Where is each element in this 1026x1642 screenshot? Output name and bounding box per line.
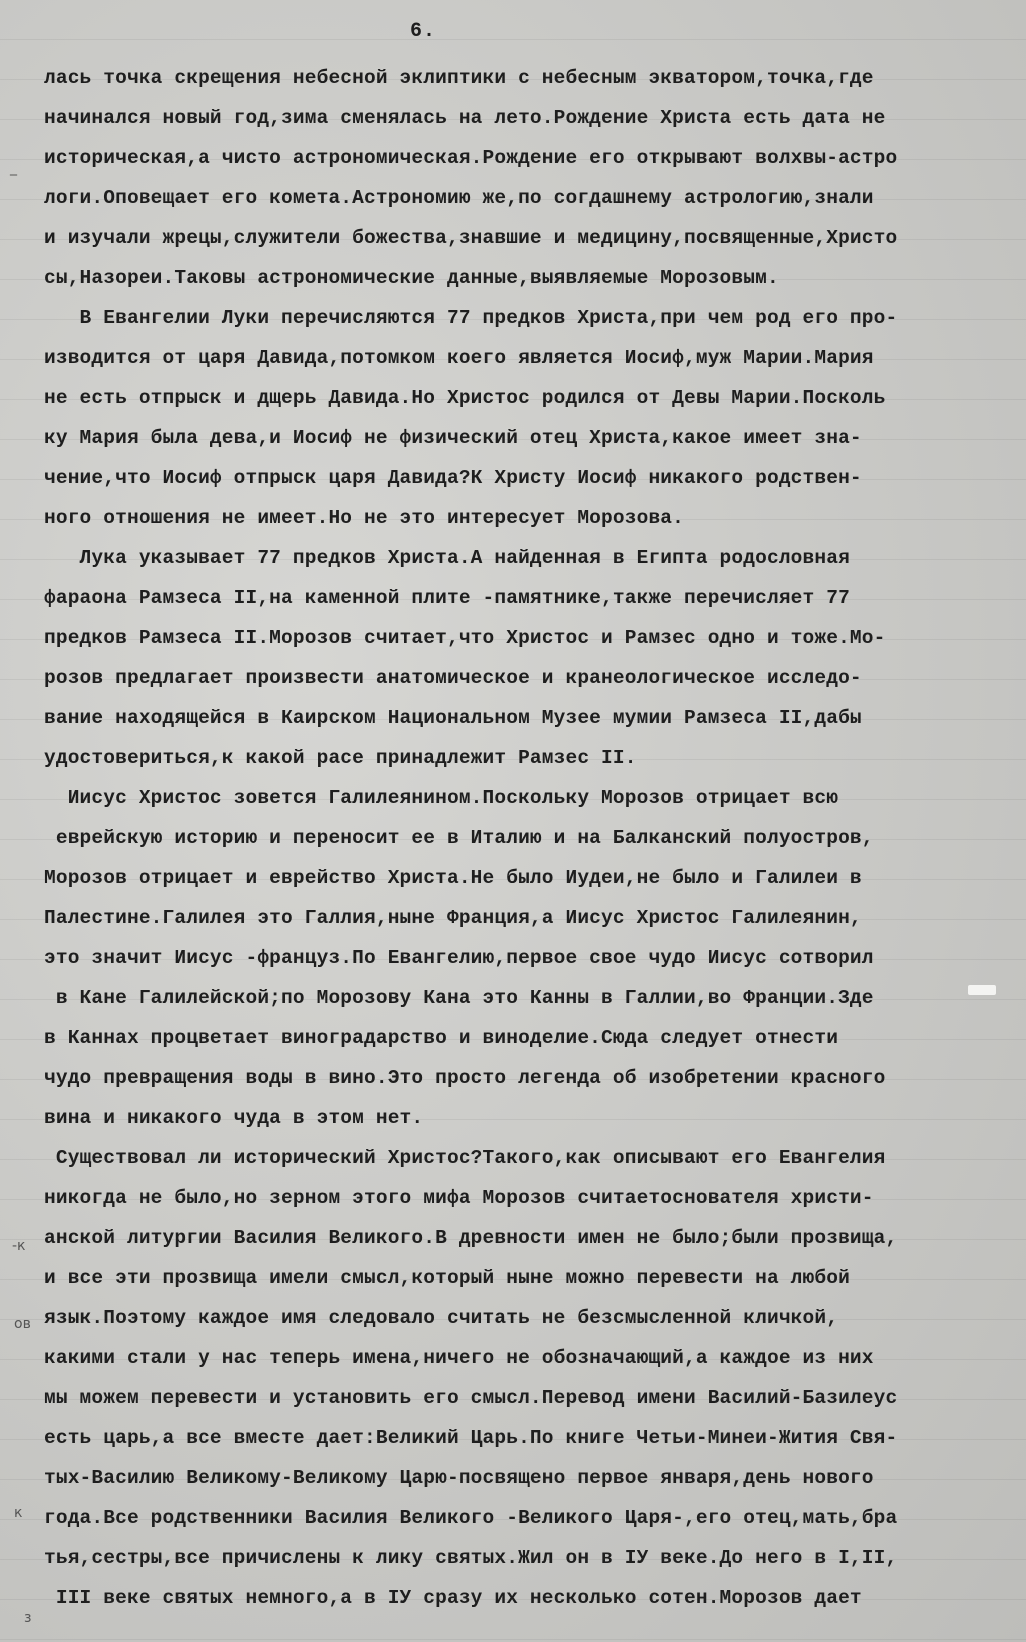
text-line: и изучали жрецы,служители божества,знавшие и медицину,посвященные,Христо	[44, 227, 898, 249]
text-line: вание находящейся в Каирском Национальном Музее мумии Рамзеса II,дабы	[44, 707, 862, 729]
text-line: тья,сестры,все причислены к лику святых.Жил он в IУ веке.До него в I,II,	[44, 1547, 898, 1569]
text-line: и все эти прозвища имели смысл,который ныне можно перевести на любой	[44, 1267, 850, 1289]
text-line: года.Все родственники Василия Великого -Великого Царя-,его отец,мать,бра	[44, 1507, 898, 1529]
text-line: не есть отпрыск и дщерь Давида.Но Христос родился от Девы Марии.Посколь	[44, 387, 886, 409]
text-line: чудо превращения воды в вино.Это просто легенда об изобретении красного	[44, 1067, 886, 1089]
text-line: ку Мария была дева,и Иосиф не физический отец Христа,какое имеет зна-	[44, 427, 862, 449]
text-line: в Кане Галилейской;по Морозову Кана это Канны в Галлии,во Франции.Зде	[44, 987, 874, 1009]
page-number: 6.	[410, 20, 437, 43]
text-line: язык.Поэтому каждое имя следовало считать не безсмысленной кличкой,	[44, 1307, 839, 1329]
text-line: лась точка скрещения небесной эклиптики с небесным экватором,точка,где	[44, 67, 874, 89]
text-line: логи.Оповещает его комета.Астрономию же,по согдашнему астрологию,знали	[44, 187, 874, 209]
text-line: Лука указывает 77 предков Христа.А найденная в Египта родословная	[44, 547, 850, 569]
text-line: Палестине.Галилея это Галлия,ныне Франция,а Иисус Христос Галилеянин,	[44, 907, 862, 929]
text-line: тых-Василию Великому-Великому Царю-посвящено первое января,день нового	[44, 1467, 874, 1489]
text-line: есть царь,а все вместе дает:Великий Царь.По книге Четьи-Минеи-Жития Свя-	[44, 1427, 898, 1449]
text-line: фараона Рамзеса II,на каменной плите -памятнике,также перечисляет 77	[44, 587, 850, 609]
text-line: историческая,а чисто астрономическая.Рождение его открывают волхвы-астро	[44, 147, 898, 169]
text-line: изводится от царя Давида,потомком коего является Иосиф,муж Марии.Мария	[44, 347, 874, 369]
text-line: какими стали у нас теперь имена,ничего не обозначающий,а каждое из них	[44, 1347, 874, 1369]
document-page: 6. _ -к ов к з лась точка скрещения небесной эклиптики с небесным экватором,точка,где начинался новый год,зима сменялась на лето.Рождение Христа есть дата не историческая,а чисто астрономическая.Рождение его открывают волхвы-астро логи.Оповещает его комета.Астрономию же,по согдашнему астрологию,знали и изучали жрецы,служители божества,знавшие и медицину,посвященные,Христо сы,Назореи.Таковы астрономические данные,выявляемые Морозовым. В Евангелии Луки перечисляются 77 предков Христа,при чем род его про- изводится от царя Давида,потомком коего является Иосиф,муж Марии.Мария не есть отпрыск и дщерь Давида.Но Христос родился от Девы Марии.Посколь ку Мария была дева,и Иосиф не физический отец Христа,какое имеет зна- чение,что Иосиф отпрыск царя Давида?К Христу Иосиф никакого родствен- ного отношения не имеет.Но не это интересует Морозова. Лука указывает 77 предков Христа.А найденная в Египта родословная фараона Рамзеса II,на каменной плите -памятнике,также перечисляет 77 предков Рамзеса II.Морозов считает,что Христос и Рамзес одно и тоже.Мо- розов предлагает произвести анатомическое и кранеологическое исследо- вание находящейся в Каирском Национальном Музее мумии Рамзеса II,дабы удостовериться,к какой расе принадлежит Рамзес II. Иисус Христос зовется Галилеянином.Поскольку Морозов отрицает всю еврейскую историю и переносит ее в Италию и на Балканский полуостров, Морозов отрицает и еврейство Христа.Не было Иудеи,не было и Галилеи в Палестине.Галилея это Галлия,ныне Франция,а Иисус Христос Галилеянин, это значит Иисус -француз.По Евангелию,первое свое чудо Иисус сотворил в Кане Галилейской;по Морозову Кана это Канны в Галлии,во Франции.Зде в Каннах процветает виноградарство и виноделие.Сюда следует отнести чудо превращения воды в вино.Это просто легенда об изобретении красного вина и никакого чуда в этом нет. Существовал ли исторический Христос?Такого,как описывают его Евангелия никогда не было,но зерном этого мифа Морозов считаетоснователя христи- анской литургии Василия Великого.В древности имен не было;были прозвища, и все эти прозвища имели смысл,который ныне можно перевести на любой язык.Поэтому каждое имя следовало считать не безсмысленной кличкой, какими стали у нас теперь имена,ничего не обозначающий,а каждое из них мы можем перевести и установить его смысл.Перевод имени Василий-Базилеус есть царь,а все вместе дает:Великий Царь.По книге Четьи-Минеи-Жития Свя- тых-Василию Великому-Великому Царю-посвящено первое января,день нового года.Все родственники Василия Великого -Великого Царя-,его отец,мать,бра тья,сестры,все причислены к лику святых.Жил он в IУ веке.До него в I,II, III веке святых немного,а в IУ сразу их несколько сотен.Морозов дает	[0, 0, 1026, 1642]
text-line: мы можем перевести и установить его смысл.Перевод имени Василий-Базилеус	[44, 1387, 898, 1409]
typed-text-block	[44, 58, 1004, 1618]
text-line: это значит Иисус -француз.По Евангелию,первое свое чудо Иисус сотворил	[44, 947, 874, 969]
text-line: предков Рамзеса II.Морозов считает,что Христос и Рамзес одно и тоже.Мо-	[44, 627, 886, 649]
text-line: III веке святых немного,а в IУ сразу их несколько сотен.Морозов дает	[44, 1587, 862, 1609]
text-line: в Каннах процветает виноградарство и виноделие.Сюда следует отнести	[44, 1027, 839, 1049]
text-line: вина и никакого чуда в этом нет.	[44, 1107, 424, 1129]
text-line: удостовериться,к какой расе принадлежит Рамзес II.	[44, 747, 637, 769]
text-line: начинался новый год,зима сменялась на лето.Рождение Христа есть дата не	[44, 107, 886, 129]
text-line: Существовал ли исторический Христос?Такого,как описывают его Евангелия	[44, 1147, 886, 1169]
text-line: ного отношения не имеет.Но не это интересует Морозова.	[44, 507, 685, 529]
text-line: розов предлагает произвести анатомическое и кранеологическое исследо-	[44, 667, 862, 689]
text-line: Морозов отрицает и еврейство Христа.Не было Иудеи,не было и Галилеи в	[44, 867, 862, 889]
text-line: никогда не было,но зерном этого мифа Морозов считаетоснователя христи-	[44, 1187, 874, 1209]
text-line: Иисус Христос зовется Галилеянином.Поскольку Морозов отрицает всю	[44, 787, 839, 809]
text-line: В Евангелии Луки перечисляются 77 предков Христа,при чем род его про-	[44, 307, 898, 329]
text-line: еврейскую историю и переносит ее в Италию и на Балканский полуостров,	[44, 827, 874, 849]
text-line: чение,что Иосиф отпрыск царя Давида?К Христу Иосиф никакого родствен-	[44, 467, 862, 489]
text-line: анской литургии Василия Великого.В древности имен не было;были прозвища,	[44, 1227, 898, 1249]
text-line: сы,Назореи.Таковы астрономические данные,выявляемые Морозовым.	[44, 267, 779, 289]
